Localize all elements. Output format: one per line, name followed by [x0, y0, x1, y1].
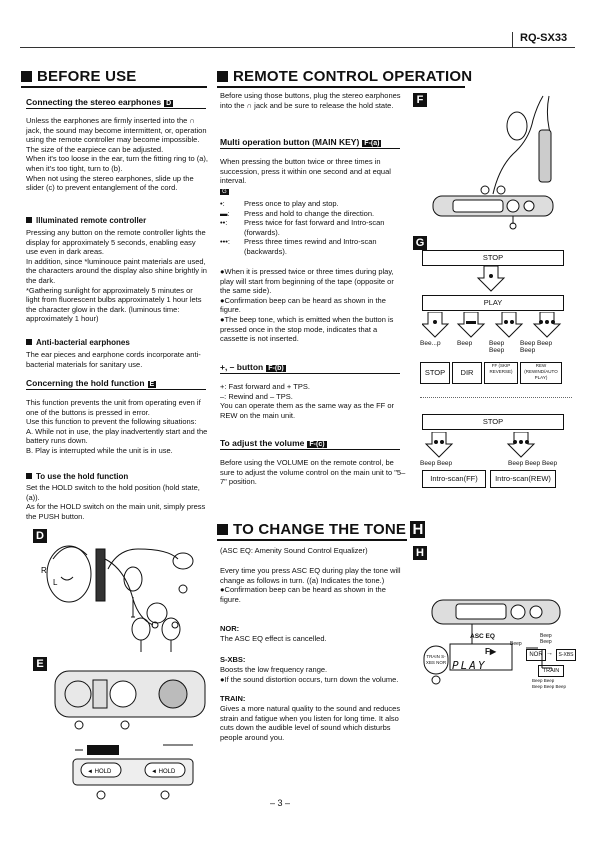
display-play: PLAY [452, 659, 487, 672]
earphones-text: Unless the earphones are firmly inserted into the ∩ jack, the sound may become intermittent, or, operation using the remote controller may become impossible. The size of the earpiece can be adjusted. When it's too loose in the ear, turn the fitting ring to (a), when it's too tight, turn to (b). When not using the stereo earphones, slide up the slider (c) to prevent entanglement of the cord. [26, 116, 208, 193]
beep-label: Beep Beep Beep [520, 340, 553, 354]
mode-ff: FF (SKIP REVERSE) [484, 362, 518, 384]
arrow-right-icon: → [546, 650, 553, 657]
illuminated-text: Pressing any button on the remote controller lights the display for approximately 5 seconds, enabling easy use even in dark areas. In addition, since *luminouce paint materials are used, the characters around the display also shine brightly in the dark. *Gathering sunlight for approximately 5 minutes or light from fluorescent bulbs approximately 1 hour lets the character glow in the dark. (luminous time: approximately 1 hour) [26, 228, 207, 324]
beep-label: Beep Beep Beep [508, 460, 558, 467]
page-number: – 3 – [270, 798, 291, 808]
train-box: TRAIN [538, 665, 564, 677]
beep-label: Beep [540, 633, 552, 639]
use-hold-text: Set the HOLD switch to the hold position (hold state, (a)). As for the HOLD switch on the main unit, simply press the PUSH button. [26, 483, 206, 521]
figure-g-label: G [413, 236, 427, 250]
hold-heading: Concerning the hold function E [26, 378, 206, 390]
section-remote-control [217, 68, 472, 85]
plusminus-text: +: Fast forward and + TPS. –: Rewind and – TPS. You can operate them as the same way as the FF or REW on the main unit. [220, 382, 394, 420]
nor-text: The ASC EQ effect is cancelled. [220, 634, 327, 643]
header-rule [20, 47, 575, 48]
rule [217, 539, 407, 541]
figure-f-remote [413, 90, 575, 230]
section-tone: TO CHANGE THE TONE H [217, 521, 425, 538]
beep-label: Bee...p [420, 340, 441, 347]
f-play-icon: F▶ [485, 647, 497, 656]
remote-intro: Before using those buttons, plug the stereo earphones into the ∩ jack and be sure to release the hold state. [220, 91, 401, 110]
beep-arrows-icon [422, 312, 567, 340]
anti-heading: Anti-bacterial earphones [26, 338, 130, 347]
figure-e-label: E [33, 657, 47, 671]
plusminus-heading: +, – button F-(b) [220, 362, 400, 374]
g-play-box: PLAY [422, 295, 564, 311]
header-divider [512, 32, 513, 48]
divider [420, 397, 572, 398]
mode-dir: DIR [452, 362, 482, 384]
mode-stop: STOP [420, 362, 450, 384]
remote-title: REMOTE CONTROL OPERATION [233, 68, 473, 85]
beep-label: Beep [457, 340, 473, 347]
figure-h-label: H [413, 546, 427, 560]
beep-label: Beep [510, 641, 522, 647]
multi-heading: Multi operation button (MAIN KEY) F-(a) [220, 137, 400, 149]
multi-list: •: Press once to play and stop. ▬: Press and hold to change the direction. ••: Press twice for fast forward and Intro-scan (forwards). •••: Press three times rewind and Intro-scan (backwards). [220, 199, 385, 256]
train-text: Gives a more natural quality to the sound and reduces strain and fatigue when you listen for long time. It also cuts down the audible level of sound which disturbs people around you. [220, 704, 401, 742]
intro-scan-rew: Intro-scan(REW) [490, 470, 556, 488]
beep-arrows-2-icon [422, 432, 567, 460]
figure-f-label: F [413, 93, 427, 107]
nor-heading: NOR: [220, 624, 240, 633]
beep-label: Beep Beep [532, 678, 555, 683]
tone-title: TO CHANGE THE TONE [233, 521, 407, 538]
hold-label-right: ◄ HOLD [151, 769, 176, 775]
tone-text: Every time you press ASC EQ during play the tone will change as follows in turn. ((a) Indicates the tone.) ●Confirmation beep can be heard as shown in the figure. [220, 566, 401, 604]
arrow-down-icon [476, 266, 506, 292]
use-hold-heading: To use the hold function [26, 472, 128, 481]
figure-e-hold-switch [33, 657, 210, 805]
asceq-label: ASC EQ [470, 633, 495, 640]
svg-text:L: L [53, 578, 58, 587]
earphones-heading: Connecting the stereo earphones D [26, 97, 206, 109]
xbs-box: S-XBS [556, 649, 576, 661]
multi-notes: ●When it is pressed twice or three times during play, play will start from beginning of the tape (opposite or the same side). ●Confirmation beep can be heard as shown in the figure. ●The beep tone, which is emitted when the button is pressed once in the stop mode, indicates that a cassette is not inserted. [220, 267, 394, 344]
rule [21, 86, 207, 88]
section-before-use [21, 68, 137, 85]
model-number: RQ-SX33 [520, 32, 568, 44]
volume-text: Before using the VOLUME on the remote control, be sure to adjust the volume control on the main unit to "5–7" position. [220, 458, 406, 487]
nor-box: NOR [526, 649, 546, 661]
beep-label: Beep Beep [420, 460, 453, 467]
xbs-heading: S-XBS: [220, 655, 246, 664]
hold-label-left: ◄ HOLD [87, 769, 112, 775]
anti-text: The ear pieces and earphone cords incorporate anti-bacterial materials for sanitary use. [26, 350, 201, 369]
tone-list: TRAIN S-XBS NOR [425, 654, 447, 665]
g-stop2-box: STOP [422, 414, 564, 430]
beep-label: Beep [540, 639, 552, 645]
train-heading: TRAIN: [220, 694, 246, 703]
intro-scan-ff: Intro-scan(FF) [422, 470, 486, 488]
figure-d-label: D [33, 529, 47, 543]
volume-heading: To adjust the volume F-(c) [220, 438, 400, 450]
tone-subtitle: (ASC EQ: Amenity Sound Control Equalizer) [220, 546, 368, 555]
rule [217, 86, 465, 88]
beep-label: Beep Beep [489, 340, 505, 354]
illuminated-heading: Illuminated remote controller [26, 216, 146, 225]
xbs-text: Boosts the low frequency range. ●If the sound distortion occurs, turn down the volume. [220, 665, 399, 684]
hold-text: This function prevents the unit from operating even if one of the buttons is pressed in error. Use this function to prevent the following situations: A. While not in use, the play inadvertently start and the battery runs down. B. Play is interrupted while the unit is in use. [26, 398, 208, 455]
mode-rew: REW (REWIND/AUTO PLAY) [520, 362, 562, 384]
multi-text: When pressing the button twice or three times in succession, press it within one second and at equal interval. [220, 157, 391, 186]
g-tag: G [222, 189, 227, 195]
beep-label: Beep Beep Beep [532, 684, 567, 689]
figure-d-earphones [33, 529, 210, 654]
svg-text:R: R [41, 566, 47, 575]
before-use-title: BEFORE USE [37, 68, 137, 85]
g-stop-box: STOP [422, 250, 564, 266]
